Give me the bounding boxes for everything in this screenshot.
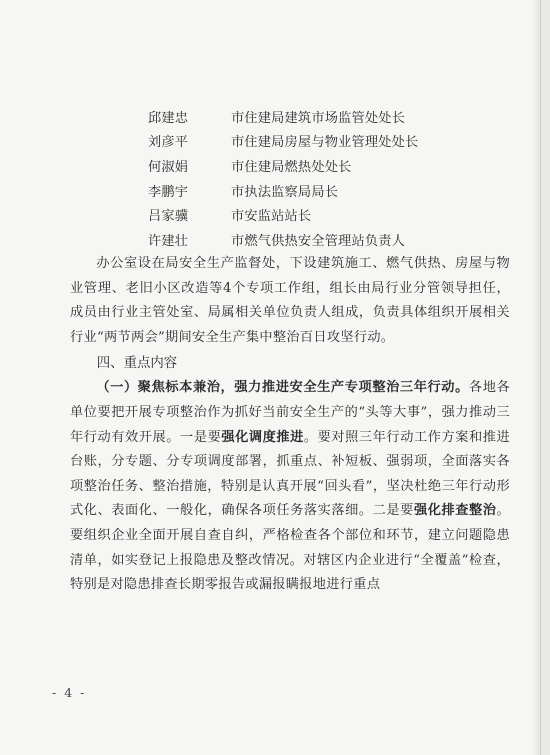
- point-one-bold-2: 强化排查整治: [413, 503, 497, 519]
- member-name: 许建壮: [148, 233, 189, 249]
- body-text: [70, 252, 510, 598]
- point-one-text-1: 各地各单位要把开展专项整治作为抓好当前安全生产的“头等大事”，强力推动三年行动有效开展。一是要: [70, 380, 510, 445]
- member-name: 吕家骥: [148, 209, 189, 225]
- member-row: [148, 104, 418, 129]
- member-row: [148, 178, 418, 203]
- point-one-paragraph: [70, 376, 510, 597]
- point-one-text-3: 。要组织企业全面开展自查自纠，严格检查各个部位和环节，建立问题隐患清单，如实登记上报隐患及整改情况。对辖区内企业进行“全覆盖”检查，特别是对隐患排查长期零报告或漏报瞒报地进行重点: [70, 503, 510, 593]
- member-title: 市住建局房屋与物业管理处处长: [231, 135, 419, 151]
- member-name: 邱建忠: [148, 110, 189, 126]
- member-title: 市执法监察局局长: [231, 184, 339, 200]
- member-name: 刘彦平: [148, 135, 189, 151]
- page-number: - 4 -: [52, 685, 87, 700]
- member-row: [148, 153, 418, 178]
- point-one-lead: （一）聚焦标本兼治，强力推进安全生产专项整治三年行动。: [96, 380, 469, 396]
- member-name: 李鹏宇: [148, 184, 189, 200]
- point-one-bold-1: 强化调度推进: [221, 429, 304, 445]
- section-heading: 四、重点内容: [96, 356, 178, 372]
- member-row: [148, 129, 418, 154]
- member-row: [148, 227, 418, 252]
- point-one-text-2: 。要对照三年行动工作方案和推进台账，分专题、分专项调度部署，抓重点、补短板、强弱项，全面落实各项整治任务、整治措施，特别是认真开展“回头看”，坚决杜绝三年行动形式化、表面化、一般化，确保各项任务落实落细。二是要: [70, 429, 510, 519]
- office-paragraph: 办公室设在局安全生产监督处，下设建筑施工、燃气供热、房屋与物业管理、老旧小区改造等4个专项工作组，组长由局行业分管领导担任，成员由行业主管处室、局属相关单位负责人组成，负责具体组织开展相关行业“两节两会”期间安全生产集中整治百日攻坚行动。: [70, 256, 510, 345]
- member-title: 市安监站站长: [231, 209, 312, 225]
- member-row: [148, 202, 418, 227]
- member-title: 市燃气供热安全管理站负责人: [231, 233, 406, 249]
- member-list: [148, 104, 418, 252]
- member-name: 何淑娟: [148, 159, 189, 175]
- member-title: 市住建局燃热处处长: [231, 159, 352, 175]
- member-title: 市住建局建筑市场监管处处长: [231, 110, 406, 126]
